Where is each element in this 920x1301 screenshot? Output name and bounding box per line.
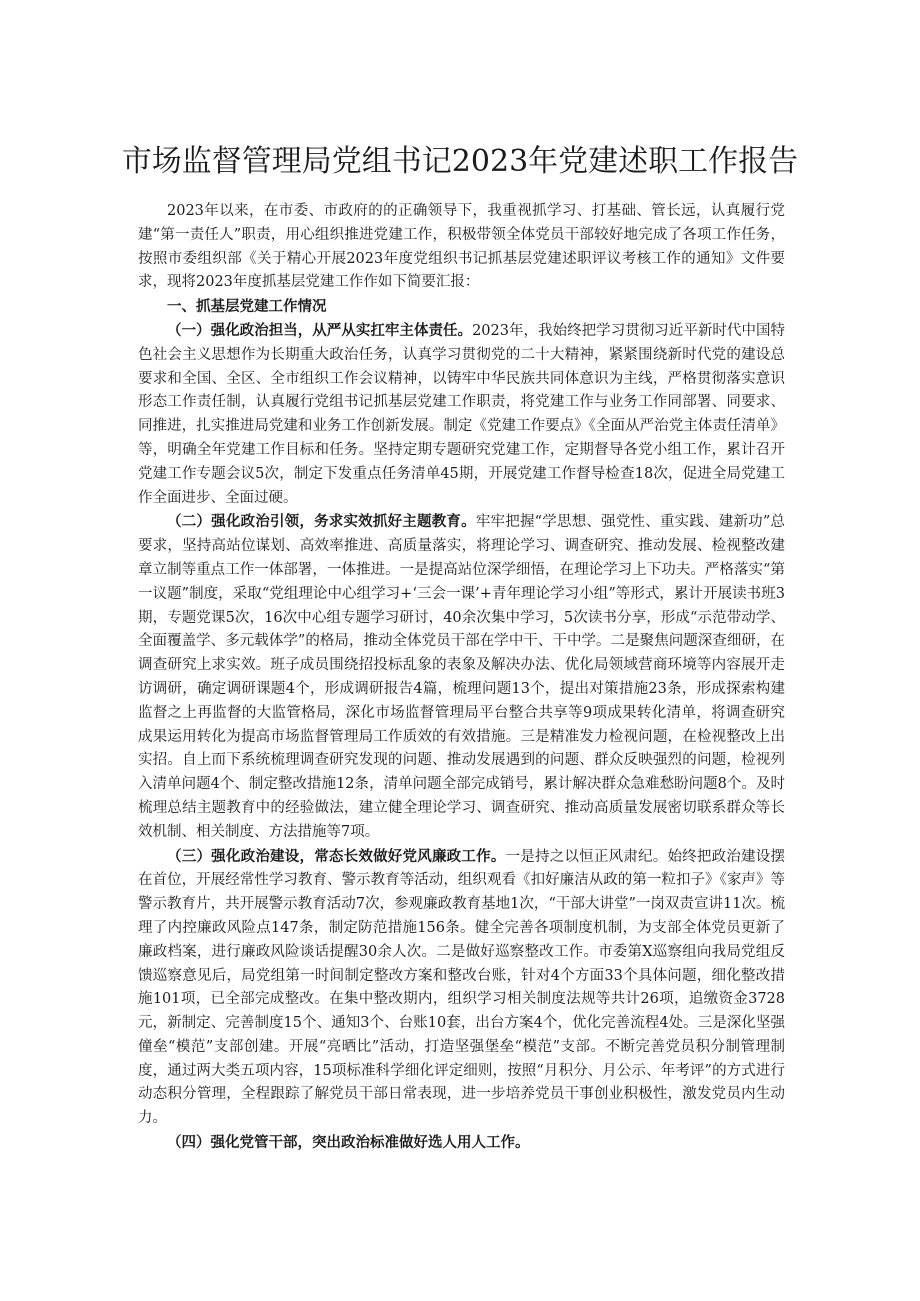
paragraph-1-body: 2023年，我始终把学习贯彻习近平新时代中国特色社会主义思想作为长期重大政治任务，认真学习贯彻党的二十大精神，紧紧围绕新时代党的建设总要求和全国、全区、全市组织工作会议精神，以铸牢中华民族共同体意识为主线，严格贯彻落实意识形态工作责任制，认真履行党组书记抓基层党建工作职责，将党建工作与业务工作同部署、同要求、同推进，扎实推进局党建和业务工作创新发展。制定《党建工作要点》《全面从严治党主体责任清单》等，明确全年党建工作目标和任务。坚持定期专题研究党建工作，定期督导各党小组工作，累计召开党建工作专题会议5次，制定下发重点任务清单45期，开展党建工作督导检查18次，促进全局党建工作全面进步、全面过硬。: [138, 322, 785, 506]
paragraph-2: [138, 510, 785, 844]
intro-paragraph: 2023年以来，在市委、市政府的的正确领导下，我重视抓学习、打基础、管长远，认真履行党建“第一责任人”职责，用心组织推进党建工作，积极带领全体党员干部较好地完成了各项工作任务，按照市委组织部《关于精心开展2023年度党组织书记抓基层党建述职评议考核工作的通知》文件要求，现将2023年度抓基层党建工作作如下简要汇报：: [138, 203, 785, 291]
paragraph-4: [138, 1131, 785, 1156]
paragraph-2-lead: （二）强化政治引领，务求实效抓好主题教育。: [167, 513, 476, 531]
document-title: 市场监督管理局党组书记2023年党建述职工作报告: [121, 144, 799, 179]
paragraph-3-lead: （三）强化政治建设，常态长效做好党风廉政工作。: [167, 847, 506, 865]
paragraph-1: [138, 319, 785, 510]
paragraph-3: [138, 845, 785, 1132]
paragraph-3-body: 一是持之以恒正风肃纪。始终把政治建设摆在首位，开展经常性学习教育、警示教育等活动，组织观看《扣好廉洁从政的第一粒扣子》《家声》等警示教育片，共开展警示教育活动7次，参观廉政教育基地1次，“干部大讲堂”一岗双责宣讲11次。梳理了内控廉政风险点147条，制定防范措施156条。健全完善各项制度机制，为支部全体党员更新了廉政档案，进行廉政风险谈话提醒30余人次。二是做好巡察整改工作。市委第X巡察组向我局党组反馈巡察意见后，局党组第一时间制定整改方案和整改台账，针对4个方面33个具体问题，细化整改措施101项，已全部完成整改。在集中整改期内，组织学习相关制度法规等共计26项，追缴资金3728元，新制定、完善制度15个、通知3个、台账10套，出台方案4个，优化完善流程4处。三是深化坚强僮垒“模范”支部创建。开展“亮晒比”活动，打造坚强堡垒“模范”支部。不断完善党员积分制管理制度，通过两大类五项内容，15项标准科学细化评定细则，按照“月积分、月公示、年考评”的方式进行动态积分管理，全程跟踪了解党员干部日常表现，进一步培养党员干事创业积极性，激发党员内生动力。: [138, 848, 785, 1127]
section-heading: 一、抓基层党建工作情况: [167, 298, 327, 316]
paragraph-1-lead: （一）强化政治担当，从严从实扛牢主体责任。: [167, 321, 473, 339]
document-body: [138, 200, 785, 1156]
paragraph-2-body: 牢牢把握“学思想、强党性、重实践、建新功”总要求，坚持高站位谋划、高效率推进、高质量落实，将理论学习、调查研究、推动发展、检视整改建章立制等重点工作一体部署，一体推进。一是提高站位深学细悟，在理论学习上下功夫。严格落实“第一议题”制度，采取“党组理论中心组学习+‘三会一课’+青年理论学习小组”等形式，累计开展读书班3期，专题党课5次，16次中心组专题学习研讨，40余次集中学习，5次读书分享，形成“示范带动学、全面覆盖学、多元载体学”的格局，推动全体党员干部在学中干、干中学。二是聚焦问题深查细研，在调查研究上求实效。班子成员围绕招投标乱象的表象及解决办法、优化局领域营商环境等内容展开走访调研，确定调研课题4个，形成调研报告4篇，梳理问题13个，提出对策措施23条，形成探索构建监督之上再监督的大监管格局，深化市场监督管理局平台整合共享等9项成果转化清单，将调查研究成果运用转化为提高市场监督管理局工作质效的有效措施。三是精准发力检视问题，在检视整改上出实招。自上而下系统梳理调查研究发现的问题、推动发展遇到的问题、群众反映强烈的问题，检视列入清单问题4个、制定整改措施12条，清单问题全部完成销号，累计解决群众急难愁盼问题8个。及时梳理总结主题教育中的经验做法，建立健全理论学习、调查研究、推动高质量发展密切联系群众等长效机制、相关制度、方法措施等7项。: [138, 514, 786, 840]
paragraph-4-lead: （四）强化党管干部，突出政治标准做好选人用人工作。: [167, 1134, 530, 1152]
